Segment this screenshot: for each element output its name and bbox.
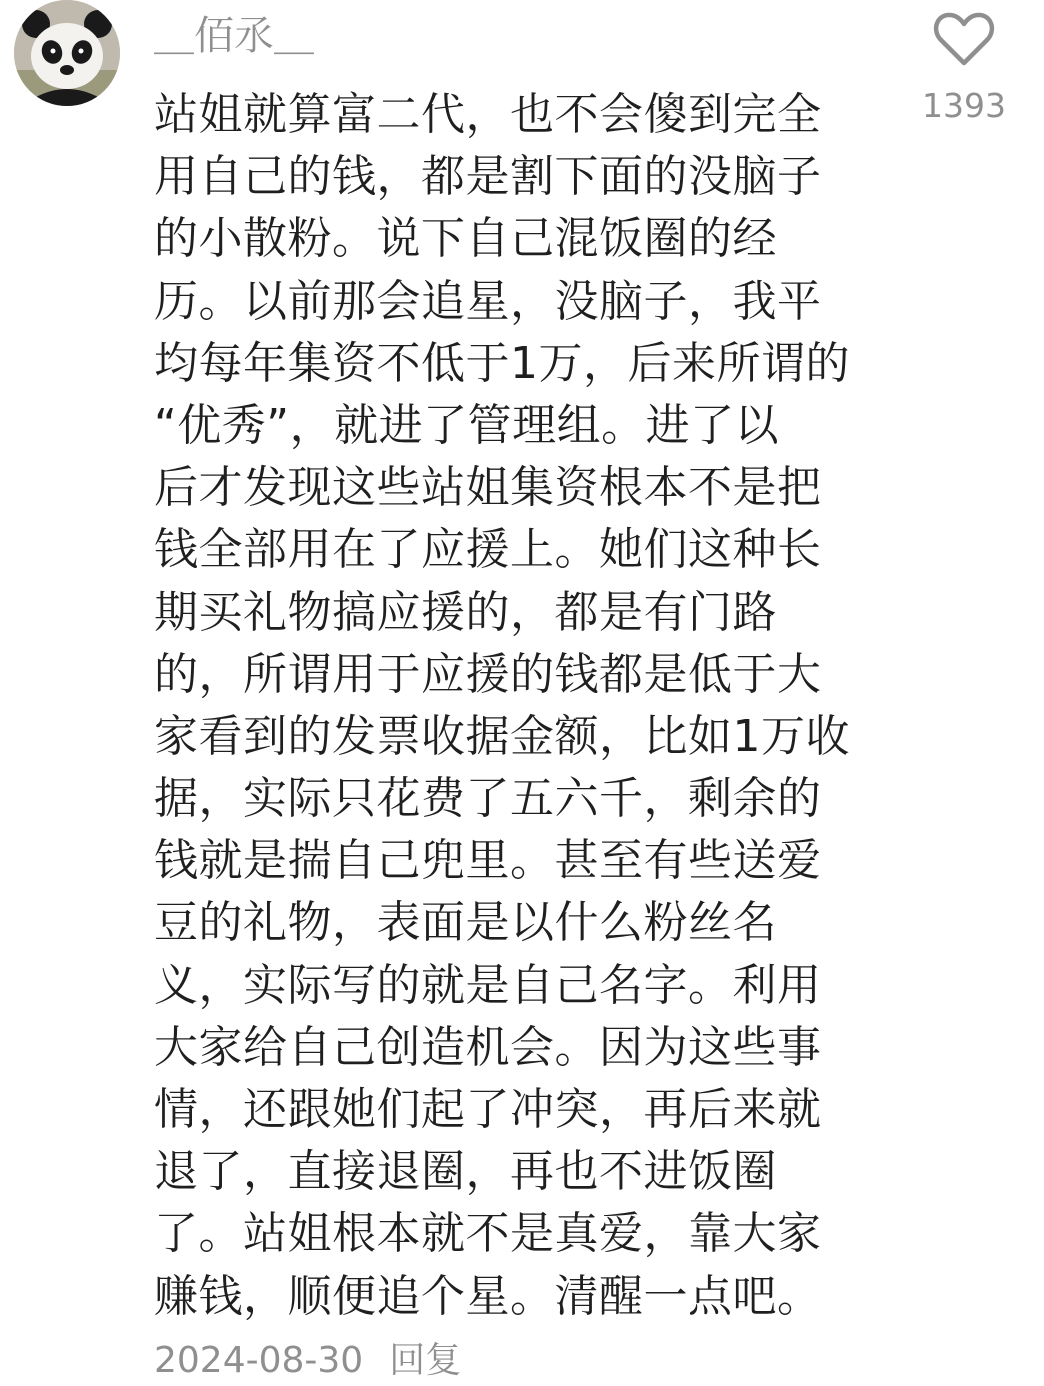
panda-avatar-icon — [14, 0, 120, 106]
comment-line: 钱就是揣自己兜里。甚至有些送爱 — [154, 835, 822, 887]
comment-date: 2024-08-30 — [154, 1340, 364, 1381]
username[interactable]: ＿佰氶＿ — [154, 13, 314, 59]
comment-line: 站姐就算富二代，也不会傻到完全 — [154, 89, 822, 140]
comment-line: 期买礼物搞应援的，都是有门路 — [154, 586, 777, 638]
comment-text — [154, 84, 884, 1328]
reply-button[interactable]: 回复 — [389, 1340, 462, 1381]
comment-line: 均每年集资不低于1万，后来所谓的 — [154, 337, 850, 389]
heart-outline-icon[interactable] — [933, 10, 995, 68]
comment-line: 钱全部用在了应援上。她们这种长 — [154, 524, 822, 576]
comment-line: 退了，直接退圈，再也不进饭圈 — [154, 1146, 777, 1198]
like-button[interactable] — [918, 10, 1010, 126]
avatar[interactable] — [14, 0, 120, 106]
comment-meta — [154, 1336, 461, 1386]
comment-line: 后才发现这些站姐集资根本不是把 — [154, 462, 822, 514]
comment-line: 豆的礼物，表面是以什么粉丝名 — [154, 897, 777, 949]
comment-line: 赚钱，顺便追个星。清醒一点吧。 — [154, 1270, 822, 1322]
comment-line: 大家给自己创造机会。因为这些事 — [154, 1021, 822, 1073]
comment-line: 用自己的钱，都是割下面的没脑子 — [154, 151, 822, 203]
comment-line: 的，所谓用于应援的钱都是低于大 — [154, 648, 822, 700]
like-count: 1393 — [922, 86, 1006, 125]
comment-line: 据，实际只花费了五六千，剩余的 — [154, 773, 822, 825]
comment-line: 义，实际写的就是自己名字。利用 — [154, 959, 822, 1011]
comment-line: 了。站姐根本就不是真爱，靠大家 — [154, 1208, 822, 1260]
comment-line: 历。以前那会追星，没脑子，我平 — [154, 275, 822, 327]
comment-line: 家看到的发票收据金额，比如1万收 — [154, 710, 850, 762]
comment-line: 情，还跟她们起了冲突，再后来就 — [154, 1084, 822, 1135]
comment-line: 的小散粉。说下自己混饭圈的经 — [154, 213, 777, 265]
comment-line: “优秀”，就进了管理组。进了以 — [154, 399, 780, 451]
